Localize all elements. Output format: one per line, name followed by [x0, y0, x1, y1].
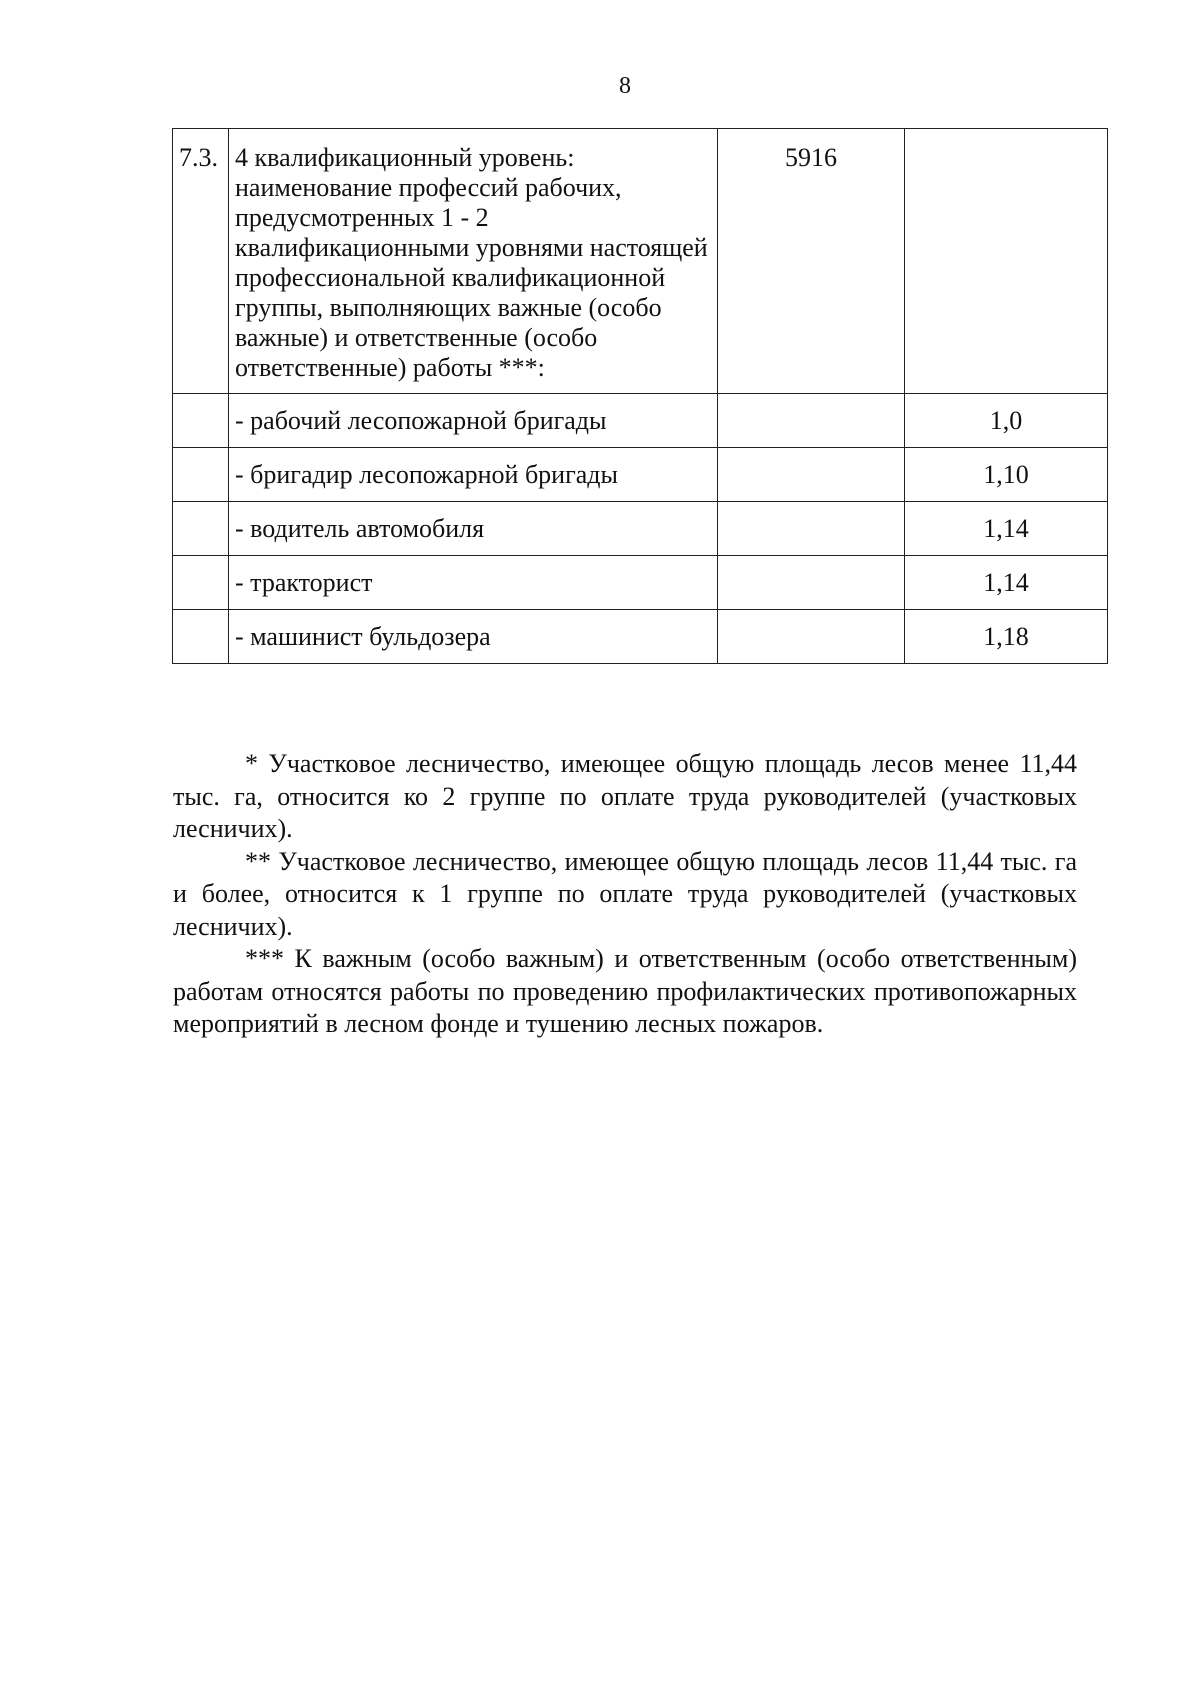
page-number: 8 [619, 73, 631, 99]
qualification-table [172, 128, 1108, 664]
row-value-cell [718, 610, 905, 664]
row-value-cell [718, 556, 905, 610]
row-description-cell: - рабочий лесопожарной бригады [229, 394, 718, 448]
row-coefficient-cell: 1,0 [905, 394, 1108, 448]
table-row [173, 610, 1108, 664]
table-row [173, 394, 1108, 448]
footnote-1: * Участковое лесничество, имеющее общую площадь лесов менее 11,44 тыс. га, относится ко 2 группе по оплате труда руководителей (участковых лесничих). [173, 749, 1077, 843]
row-number-cell [173, 610, 229, 664]
row-coefficient-cell: 1,14 [905, 502, 1108, 556]
row-number-cell: 7.3. [173, 129, 229, 394]
row-coefficient-cell [905, 129, 1108, 394]
row-value-cell [718, 448, 905, 502]
footnote-3: *** К важным (особо важным) и ответственным (особо ответственным) работам относятся работы по проведению профилактических противопожарных мероприятий в лесном фонде и тушению лесных пожаров. [173, 944, 1077, 1038]
row-number-cell [173, 556, 229, 610]
row-description-cell: - бригадир лесопожарной бригады [229, 448, 718, 502]
table-row-main [173, 129, 1108, 394]
table-row [173, 502, 1108, 556]
row-description-cell: 4 квалификационный уровень: наименование профессий рабочих, предусмотренных 1 - 2 квалификационными уровнями настоящей профессиональной квалификационной группы, выполняющих важные (особо важные) и ответственные (особо ответственные) работы ***: [229, 129, 718, 394]
row-description-cell: - машинист бульдозера [229, 610, 718, 664]
row-description-cell: - водитель автомобиля [229, 502, 718, 556]
row-value-cell [718, 394, 905, 448]
row-description-cell: - тракторист [229, 556, 718, 610]
row-value-cell: 5916 [718, 129, 905, 394]
row-coefficient-cell: 1,10 [905, 448, 1108, 502]
row-coefficient-cell: 1,14 [905, 556, 1108, 610]
row-coefficient-cell: 1,18 [905, 610, 1108, 664]
row-number-cell [173, 394, 229, 448]
footnote-2: ** Участковое лесничество, имеющее общую площадь лесов 11,44 тыс. га и более, относится к 1 группе по оплате труда руководителей (участковых лесничих). [173, 846, 1077, 941]
table-row [173, 556, 1108, 610]
row-number-cell [173, 502, 229, 556]
footnotes [173, 748, 1077, 1041]
table-row [173, 448, 1108, 502]
row-number-cell [173, 448, 229, 502]
row-value-cell [718, 502, 905, 556]
